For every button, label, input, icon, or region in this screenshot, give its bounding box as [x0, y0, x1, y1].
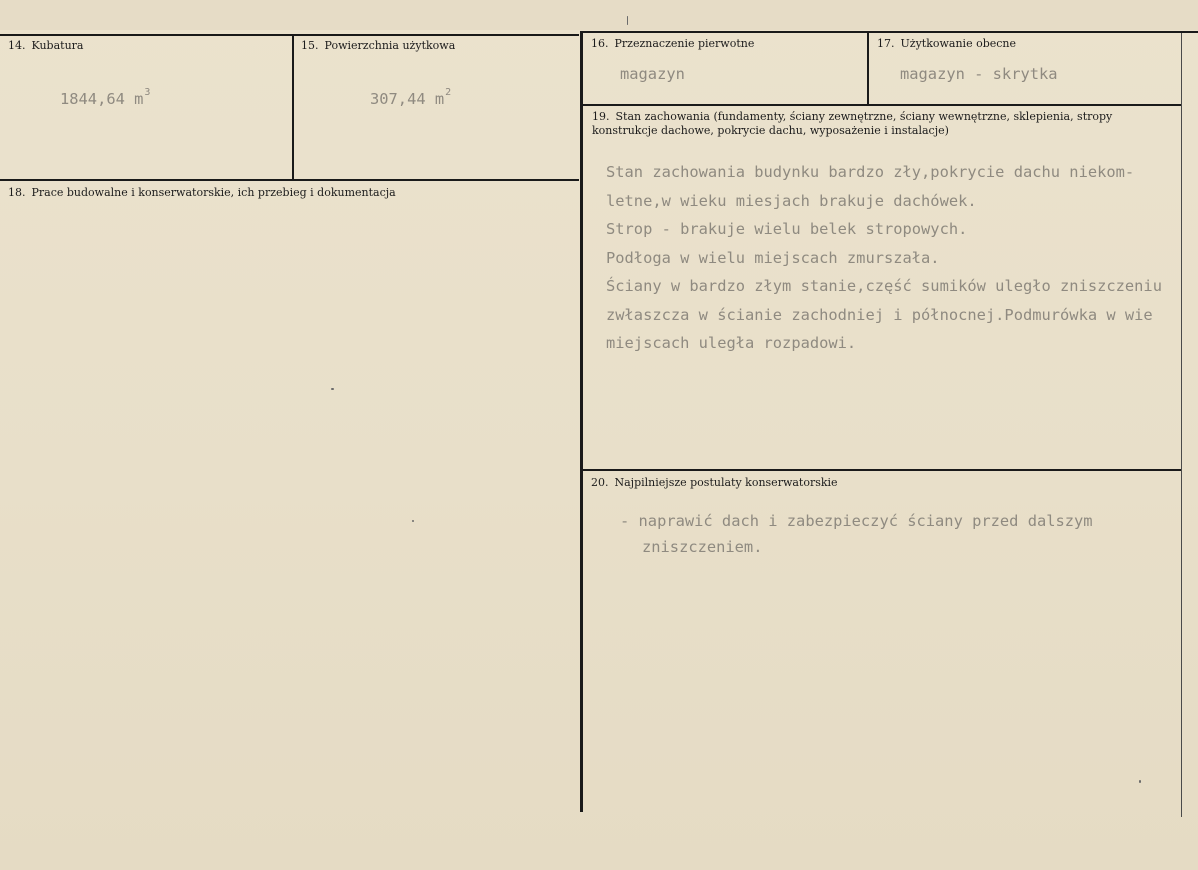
field-19-label — [592, 110, 1172, 138]
field-14-number: 14. — [8, 39, 26, 52]
center-divider — [580, 31, 583, 812]
top-rule-right — [583, 31, 1198, 33]
field-17-number: 17. — [877, 37, 895, 50]
field-18-title: Prace budowalne i konserwatorskie, ich przebieg i dokumentacja — [31, 186, 396, 199]
paper-speck — [627, 16, 628, 25]
field-19-line: Ściany w bardzo złym stanie,część sumików uległo zniszczeniu — [606, 277, 1162, 295]
field-15-unit-sup: 2 — [445, 87, 452, 98]
field-19-line: Strop - brakuje wielu belek stropowych. — [606, 220, 968, 238]
field-19-line: letne,w wieku miesjach brakuje dachówek. — [606, 191, 977, 210]
paper-speck — [1139, 780, 1141, 783]
field-19-line: Stan zachowania budynku bardzo zły,pokrycie dachu niekom- — [606, 163, 1135, 181]
rule-above-18 — [0, 179, 579, 181]
field-18-number: 18. — [8, 186, 26, 199]
field-15-value — [370, 87, 452, 108]
field-20-line-2: zniszczeniem. — [642, 538, 763, 556]
field-16-title: Przeznaczenie pierwotne — [614, 37, 755, 50]
field-19-line: zwłaszcza w ścianie zachodniej i północnej.Podmurówka w wie — [606, 305, 1153, 324]
field-18-label — [8, 186, 396, 199]
rule-above-20 — [583, 469, 1181, 471]
field-14-title: Kubatura — [31, 39, 84, 52]
top-rule-left — [0, 34, 579, 36]
field-14-unit-sup: 3 — [144, 87, 151, 98]
field-19-title-1: Stan zachowania (fundamenty, ściany zewnętrzne, ściany wewnętrzne, sklepienia, stropy — [615, 110, 1113, 123]
field-19-text — [606, 158, 1162, 358]
divider-14-15 — [292, 35, 294, 180]
card-top-edge — [0, 0, 1198, 30]
right-edge-line — [1181, 33, 1182, 817]
paper-speck — [331, 388, 334, 390]
field-17-value: magazyn - skrytka — [900, 65, 1058, 83]
field-16-label — [591, 37, 754, 50]
field-14-value — [60, 87, 151, 108]
field-14-value-text: 1844,64 m — [60, 90, 144, 108]
field-20-number: 20. — [591, 476, 609, 489]
field-14-label — [8, 39, 83, 52]
field-15-number: 15. — [301, 39, 319, 52]
field-19-label-line2: konstrukcje dachowe, pokrycie dachu, wyposażenie i instalacje) — [592, 124, 949, 137]
paper-speck — [412, 520, 414, 522]
field-15-title: Powierzchnia użytkowa — [324, 39, 456, 52]
rule-above-19 — [583, 104, 1181, 106]
field-19-label-line1 — [592, 110, 1172, 124]
field-20-line-1: - naprawić dach i zabezpieczyć ściany przed dalszym — [620, 512, 1093, 530]
field-17-label — [877, 37, 1016, 50]
field-16-value: magazyn — [620, 65, 685, 83]
field-20-title: Najpilniejsze postulaty konserwatorskie — [614, 476, 838, 489]
field-20-text — [620, 508, 1093, 560]
field-16-number: 16. — [591, 37, 609, 50]
field-19-number: 19. — [592, 110, 610, 123]
field-15-value-text: 307,44 m — [370, 90, 445, 108]
field-19-line: Podłoga w wielu miejscach zmurszała. — [606, 248, 940, 267]
field-19-line: miejscach uległa rozpadowi. — [606, 334, 857, 352]
field-15-label — [301, 39, 455, 52]
divider-16-17 — [867, 33, 869, 105]
field-20-label — [591, 476, 838, 489]
field-17-title: Użytkowanie obecne — [900, 37, 1016, 50]
